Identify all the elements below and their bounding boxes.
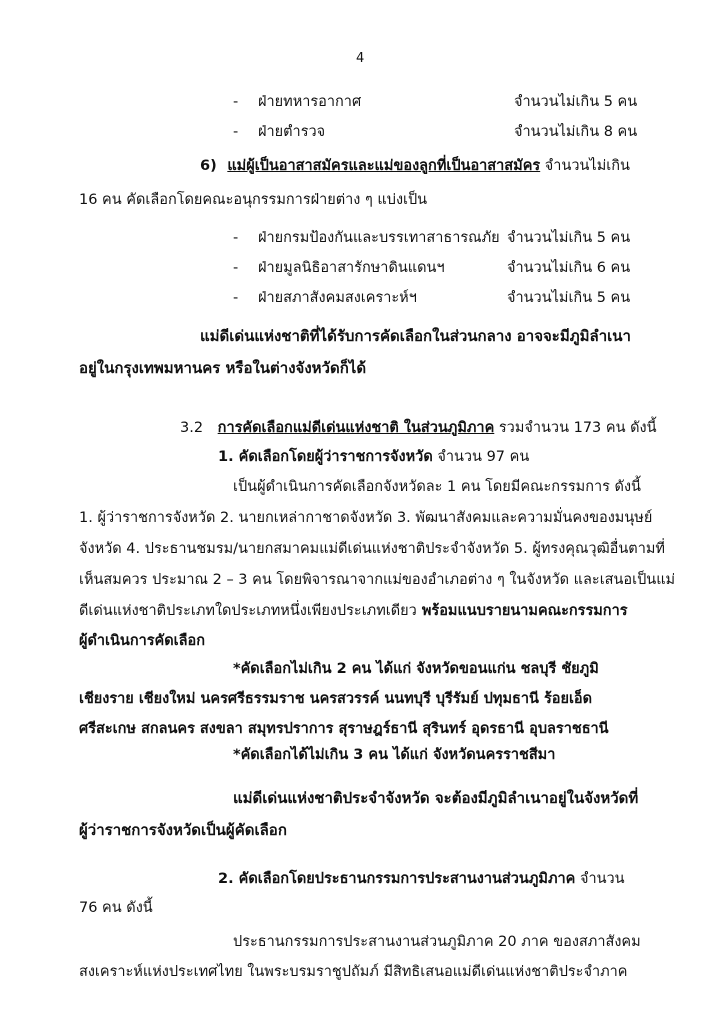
- provinces-line3: ศรีสะเกษ สกลนคร สงขลา สมุทรปราการ สุราษฎร์ธานี สุรินทร์ อุดรธานี อุบลราชธานี: [79, 721, 609, 737]
- provinces-line2: เชียงราย เชียงใหม่ นครศรีธรรมราช นครสวรรค์ นนทบุรี บุรีรัมย์ ปทุมธานี ร้อยเอ็ด: [79, 691, 593, 707]
- section-heading: [180, 418, 657, 438]
- list-dash: -: [233, 290, 239, 306]
- section-title: การคัดเลือกแม่ดีเด่นแห่งชาติ ในส่วนภูมิภาค: [217, 420, 495, 436]
- section-rest: รวมจำนวน 173 คน ดังนี้: [494, 420, 657, 436]
- sub2-rest: จำนวน: [575, 871, 625, 887]
- list-item-count: จำนวนไม่เกิน 5 คน: [514, 94, 638, 110]
- list-dash: -: [233, 94, 239, 110]
- sub2-para2: สงเคราะห์แห่งประเทศไทย ในพระบรมราชูปถัมภ์ มีสิทธิเสนอแม่ดีเด่นแห่งชาติประจำภาค: [79, 964, 628, 980]
- sub1-para-last: [79, 601, 628, 621]
- sub2-line2: 76 คน ดังนี้: [79, 900, 153, 916]
- list-item-count: จำนวนไม่เกิน 5 คน: [507, 230, 631, 246]
- sub1-para-last-bold: พร้อมแนบรายนามคณะกรรมการ: [416, 603, 628, 619]
- sub1-para-line: เป็นผู้ดำเนินการคัดเลือกจังหวัดละ 1 คน โดยมีคณะกรรมการ ดังนี้: [233, 479, 641, 495]
- page-number: 4: [356, 51, 365, 66]
- sub2-para1: ประธานกรรมการประสานงานส่วนภูมิภาค 20 ภาค ของสภาสังคม: [233, 934, 641, 950]
- provinces-line1: *คัดเลือกไม่เกิน 2 คน ได้แก่ จังหวัดขอนแก่น ชลบุรี ชัยภูมิ: [233, 661, 599, 677]
- province-note-line1: แม่ดีเด่นแห่งชาติประจำจังหวัด จะต้องมีภูมิลำเนาอยู่ในจังหวัดที่: [233, 789, 639, 807]
- list-dash: -: [233, 230, 239, 246]
- sub1-para-line: เห็นสมควร ประมาณ 2 – 3 คน โดยพิจารณาจากแม่ของอำเภอต่าง ๆ ในจังหวัด และเสนอเป็นแม่: [79, 572, 676, 588]
- sub1-para-line: 1. ผู้ว่าราชการจังหวัด 2. นายกเหล่ากาชาดจังหวัด 3. พัฒนาสังคมและความมั่นคงของมนุษย์: [79, 510, 653, 526]
- sub1-rest: จำนวน 97 คน: [432, 449, 530, 465]
- sub2-heading: [218, 869, 625, 889]
- list-item-name: ฝ่ายทหารอากาศ: [258, 94, 362, 110]
- item6-number: 6): [200, 158, 217, 174]
- list-item-count: จำนวนไม่เกิน 5 คน: [507, 290, 631, 306]
- list-item-count: จำนวนไม่เกิน 8 คน: [514, 124, 638, 140]
- sub1-title: 1. คัดเลือกโดยผู้ว่าราชการจังหวัด: [218, 449, 433, 465]
- sub1-para-end: ผู้ดำเนินการคัดเลือก: [79, 633, 205, 649]
- section-number: 3.2: [180, 420, 204, 436]
- item6-title: แม่ผู้เป็นอาสาสมัครและแม่ของลูกที่เป็นอาสาสมัคร: [227, 158, 541, 174]
- central-note-line1: แม่ดีเด่นแห่งชาติที่ได้รับการคัดเลือกในส่วนกลาง อาจจะมีภูมิลำเนา: [200, 327, 631, 345]
- central-note-line2: อยู่ในกรุงเทพมหานคร หรือในต่างจังหวัดก็ได้: [79, 359, 367, 377]
- sub1-heading: [218, 447, 529, 467]
- list-item-name: ฝ่ายกรมป้องกันและบรรเทาสาธารณภัย: [258, 230, 500, 246]
- item6-rest: จำนวนไม่เกิน: [540, 158, 630, 174]
- list-item-name: ฝ่ายสภาสังคมสงเคราะห์ฯ: [258, 290, 417, 306]
- list-dash: -: [233, 260, 239, 276]
- provinces-line4: *คัดเลือกได้ไม่เกิน 3 คน ได้แก่ จังหวัดนครราชสีมา: [233, 747, 556, 763]
- list-item-name: ฝ่ายมูลนิธิอาสารักษาดินแดนฯ: [258, 260, 445, 276]
- list-dash: -: [233, 124, 239, 140]
- sub1-para-line: จังหวัด 4. ประธานชมรม/นายกสมาคมแม่ดีเด่นแห่งชาติประจำจังหวัด 5. ผู้ทรงคุณวุฒิอื่นตามที่: [79, 541, 665, 557]
- list-item-count: จำนวนไม่เกิน 6 คน: [507, 260, 631, 276]
- sub1-para-last-text: ดีเด่นแห่งชาติประเภทใดประเภทหนึ่งเพียงประเภทเดียว: [79, 603, 417, 619]
- sub2-title: 2. คัดเลือกโดยประธานกรรมการประสานงานส่วนภูมิภาค: [218, 871, 576, 887]
- item6-heading: [200, 156, 630, 176]
- list-item-name: ฝ่ายตำรวจ: [258, 124, 326, 140]
- province-note-line2: ผู้ว่าราชการจังหวัดเป็นผู้คัดเลือก: [79, 821, 287, 839]
- item6-line2: 16 คน คัดเลือกโดยคณะอนุกรรมการฝ่ายต่าง ๆ แบ่งเป็น: [79, 192, 428, 208]
